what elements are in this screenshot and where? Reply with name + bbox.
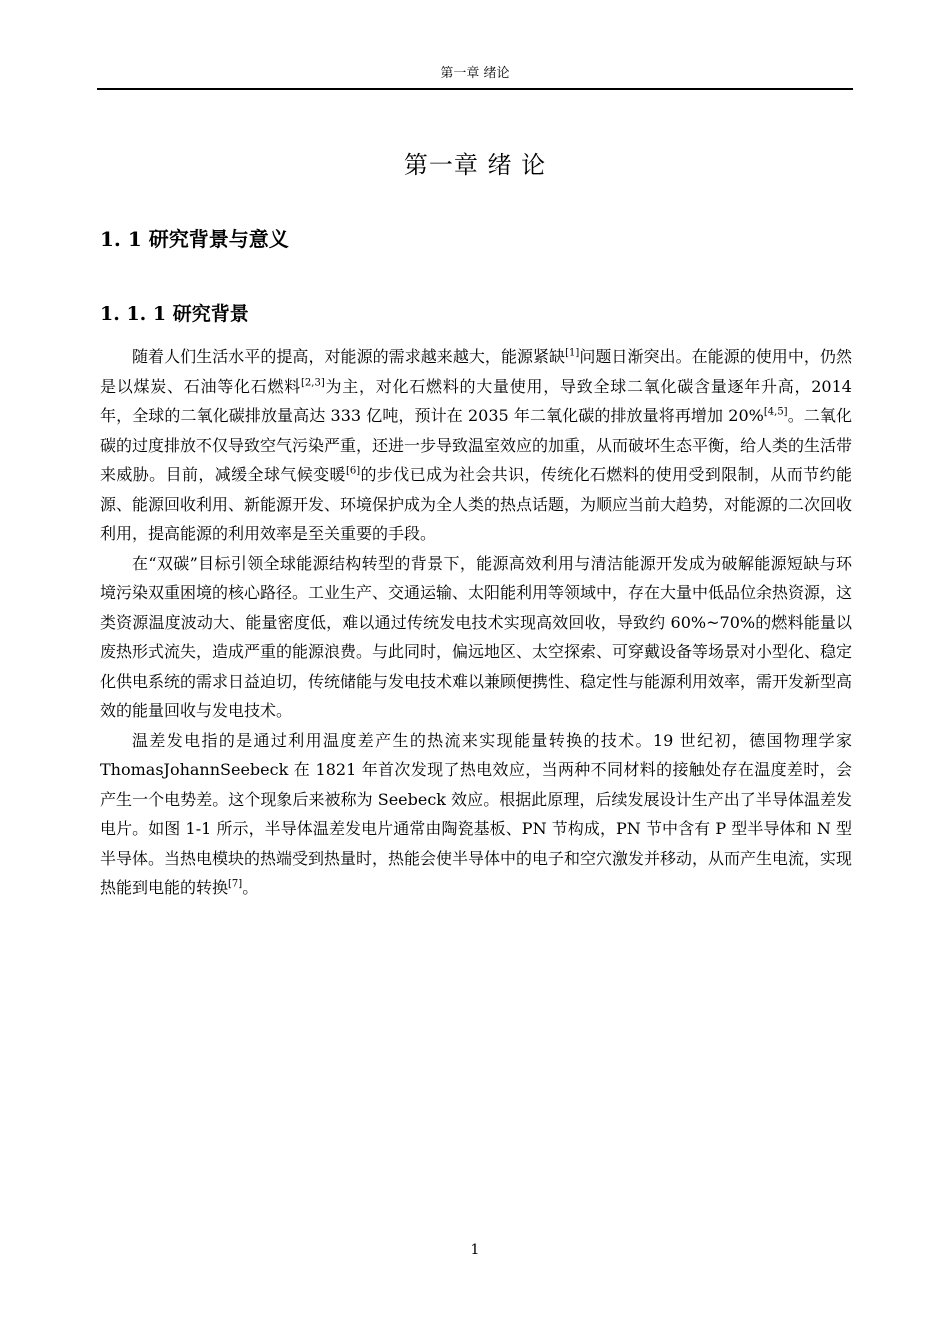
paragraph-text-segment: 随着人们生活水平的提高，对能源的需求越来越大，能源紧缺 [132,347,566,366]
citation-ref: [1] [565,347,580,359]
chapter-title: 第一章 绪 论 [403,151,547,179]
citation-ref: [2,3] [301,377,325,389]
paragraph-text-segment: 问题日渐突出。在能源的使用中，仍然是以煤炭、石油等化石燃料 [100,347,852,396]
citation-ref: [6] [345,465,361,477]
page-number: 1 [470,1242,480,1258]
paragraph-text-segment: 为主，对化石燃料的大量使用，导致全球二氧化碳含量逐年升高，2014 年，全球的二氧化碳排放量高达 333 亿吨，预计在 2035 年二氧化碳的排放量将再增加 20% [100,376,852,425]
paragraph-text-segment: 。二氧化碳的过度排放不仅导致空气污染严重，还进一步导致温室效应的加重，从而破坏生态平衡，给人类的生活带来威胁。目前，减缓全球气候变暖 [100,406,853,484]
paragraph-thermoelectric [100,726,852,903]
body-text [100,342,852,903]
header-divider [97,88,853,90]
citation-ref: [4,5] [763,406,788,418]
section-heading: 1. 1 研究背景与意义 [100,227,289,251]
paragraph-text-segment: 温差发电指的是通过利用温度差产生的热流来实现能量转换的技术。19 世纪初，德国物理学家 ThomasJohannSeebeck 在 1821 年首次发现了热电效应，当两种不同材料的接触处存在温度差时，会产生一个电势差。这个现象后来被称为 Seebeck 效应。根据此原理，后续发展设计生产出了半导体温差发电片。如图 1-1 所示，半导体温差发电片通常由陶瓷基板、PN 节构成，PN 节中含有 P 型半导体和 N 型半导体。当热电模块的热端受到热量时，热能会使半导体中的电子和空穴激发并移动，从而产生电流，实现热能到电能的转换 [100,730,853,897]
paragraph-energy-shortage [100,342,852,549]
paragraph-text-segment: 。 [242,878,259,897]
running-header: 第一章 绪论 [440,66,510,81]
subsection-heading: 1. 1. 1 研究背景 [100,303,249,325]
paragraph-dual-carbon: 在“双碳”目标引领全球能源结构转型的背景下，能源高效利用与清洁能源开发成为破解能源短缺与环境污染双重困境的核心路径。工业生产、交通运输、太阳能利用等领域中，存在大量中低品位余热资源，这类资源温度波动大、能量密度低，难以通过传统发电技术实现高效回收，导致约 60%~70%的燃料能量以废热形式流失，造成严重的能源浪费。与此同时，偏远地区、太空探索、可穿戴设备等场景对小型化、稳定化供电系统的需求日益迫切，传统储能与发电技术难以兼顾便携性、稳定性与能源利用效率，需开发新型高效的能量回收与发电技术。 [100,553,853,720]
paragraph-text-segment: 的步伐已成为社会共识，传统化石燃料的使用受到限制，从而节约能源、能源回收利用、新能源开发、环境保护成为全人类的热点话题，为顺应当前大趋势，对能源的二次回收利用，提高能源的利用效率是至关重要的手段。 [100,465,853,543]
citation-ref: [7] [228,878,243,890]
